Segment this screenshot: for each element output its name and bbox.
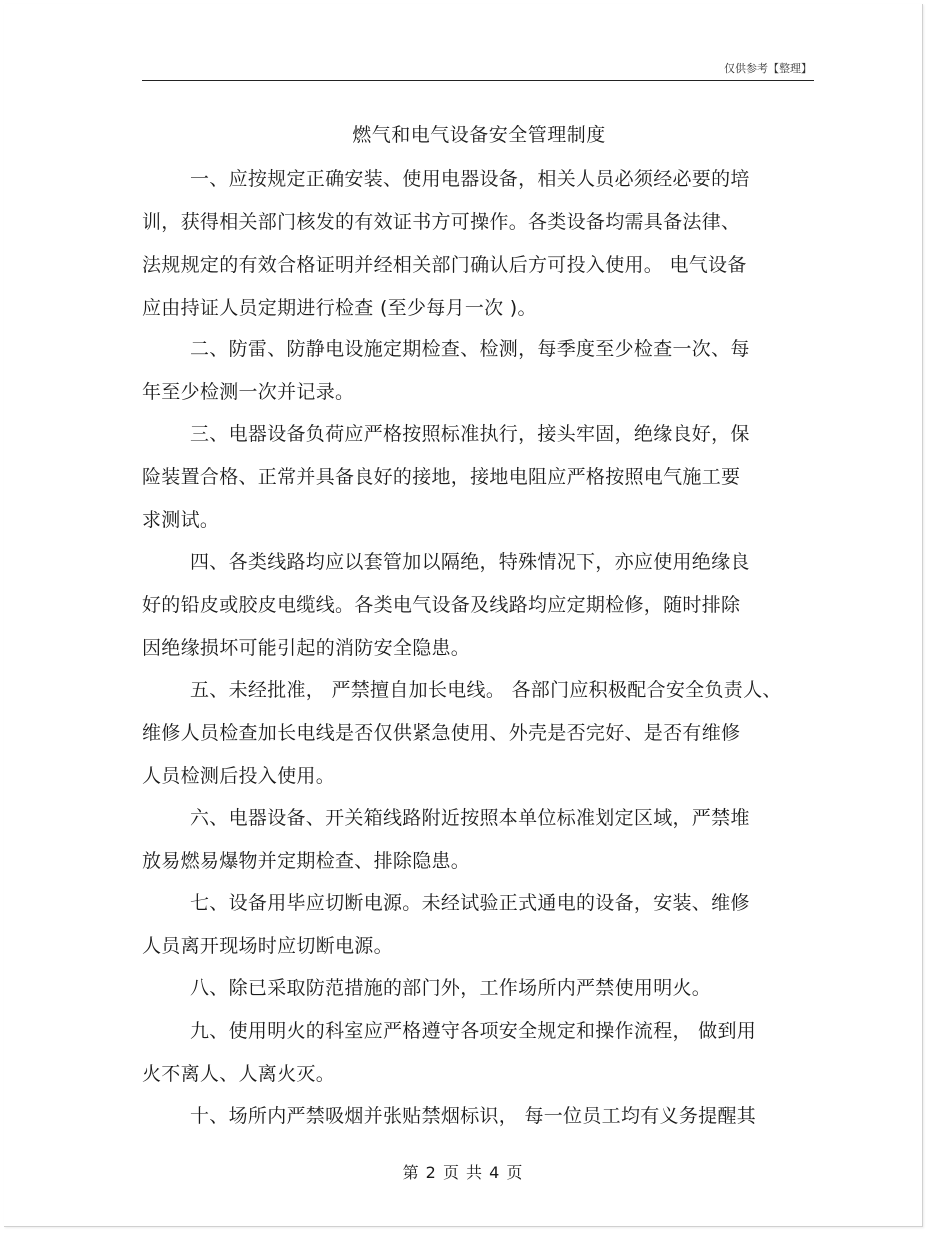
header-note: 仅供参考【整理】: [724, 62, 812, 75]
text-line: 六、电器设备、开关箱线路附近按照本单位标准划定区域，严禁堆: [190, 807, 750, 829]
text-line: 险装置合格、正常并具备良好的接地，接地电阻应严格按照电气施工要: [142, 466, 741, 488]
text-line: 九、使用明火的科室应严格遵守各项安全规定和操作流程， 做到用: [190, 1020, 757, 1042]
text-line: 好的铅皮或胶皮电缆线。各类电气设备及线路均应定期检修，随时排除: [142, 594, 741, 616]
text-line: 八、除已采取防范措施的部门外，工作场所内严禁使用明火。: [190, 977, 712, 999]
text-line: 年至少检测一次并记录。: [142, 381, 355, 403]
text-line: 法规规定的有效合格证明并经相关部门确认后方可投入使用。 电气设备: [142, 254, 747, 276]
text-line: 火不离人、人离火灭。: [142, 1063, 336, 1085]
header-rule: [142, 80, 814, 81]
text-line: 放易燃易爆物并定期检查、排除隐患。: [142, 850, 471, 872]
page-number: 第 2 页 共 4 页: [402, 1163, 524, 1182]
document-title: 燃气和电气设备安全管理制度: [352, 124, 606, 146]
text-line: 一、应按规定正确安装、使用电器设备，相关人员必须经必要的培: [190, 168, 750, 190]
text-line: 五、未经批准， 严禁擅自加长电线。 各部门应积极配合安全负责人、: [190, 679, 782, 701]
text-line: 应由持证人员定期进行检查 (至少每月一次 )。: [142, 297, 537, 319]
text-line: 维修人员检查加长电线是否仅供紧急使用、外壳是否完好、是否有维修: [142, 722, 741, 744]
text-line: 二、防雷、防静电设施定期检查、检测，每季度至少检查一次、每: [190, 338, 750, 360]
text-line: 人员离开现场时应切断电源。: [142, 935, 393, 957]
document-page: [4, 4, 923, 1227]
text-line: 训，获得相关部门核发的有效证书方可操作。各类设备均需具备法律、: [142, 211, 741, 233]
text-line: 人员检测后投入使用。: [142, 765, 336, 787]
text-line: 十、场所内严禁吸烟并张贴禁烟标识， 每一位员工均有义务提醒其: [190, 1105, 757, 1127]
text-line: 求测试。: [142, 509, 220, 531]
text-line: 七、设备用毕应切断电源。未经试验正式通电的设备，安装、维修: [190, 892, 750, 914]
text-line: 四、各类线路均应以套管加以隔绝，特殊情况下，亦应使用绝缘良: [190, 551, 750, 573]
text-line: 因绝缘损坏可能引起的消防安全隐患。: [142, 637, 471, 659]
text-line: 三、电器设备负荷应严格按照标准执行，接头牢固，绝缘良好，保: [190, 423, 750, 445]
